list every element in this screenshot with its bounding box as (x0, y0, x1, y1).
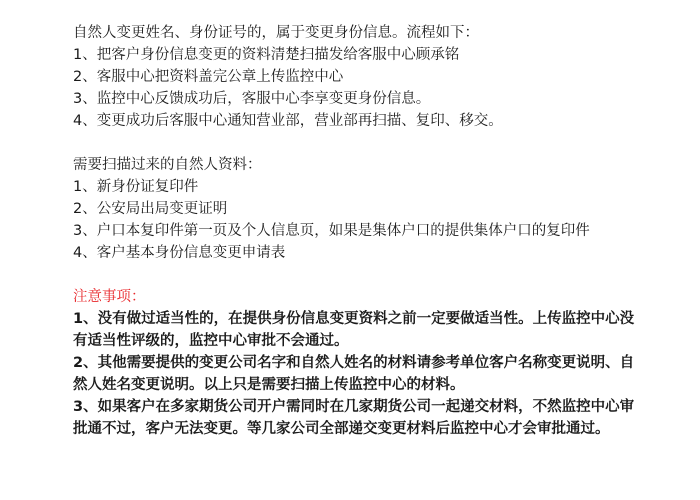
notice-item-2: 2、其他需要提供的变更公司名字和自然人姓名的材料请参考单位客户名称变更说明、自然人姓名变更说明。以上只是需要扫描上传监控中心的材料。 (73, 355, 635, 393)
process-intro: 自然人变更姓名、身份证号的，属于变更身份信息。流程如下： (73, 25, 479, 41)
materials-intro: 需要扫描过来的自然人资料： (73, 157, 262, 173)
notice-item-3: 3、如果客户在多家期货公司开户需同时在几家期货公司一起递交材料，不然监控中心审批通不过，客户无法变更。等几家公司全部递交变更材料后监控中心才会审批通过。 (73, 399, 635, 437)
paragraph-gap (73, 132, 643, 154)
material-item-2: 2、公安局出局变更证明 (73, 201, 228, 217)
process-step-2: 2、客服中心把资料盖完公章上传监控中心 (73, 69, 344, 85)
notice-item-1: 1、没有做过适当性的，在提供身份信息变更资料之前一定要做适当性。上传监控中心没有适当性评级的，监控中心审批不会通过。 (73, 311, 635, 349)
material-item-1: 1、新身份证复印件 (73, 179, 199, 195)
process-step-4: 4、变更成功后客服中心通知营业部，营业部再扫描、复印、移交。 (73, 113, 503, 129)
material-item-3: 3、户口本复印件第一页及个人信息页，如果是集体户口的提供集体户口的复印件 (73, 223, 590, 239)
process-step-1: 1、把客户身份信息变更的资料清楚扫描发给客服中心顾承铭 (73, 47, 460, 63)
material-item-4: 4、客户基本身份信息变更申请表 (73, 245, 286, 261)
process-step-3: 3、监控中心反馈成功后，客服中心李享变更身份信息。 (73, 91, 431, 107)
document-body (73, 22, 643, 440)
notice-title: 注意事项： (73, 289, 146, 305)
paragraph-gap (73, 264, 643, 286)
